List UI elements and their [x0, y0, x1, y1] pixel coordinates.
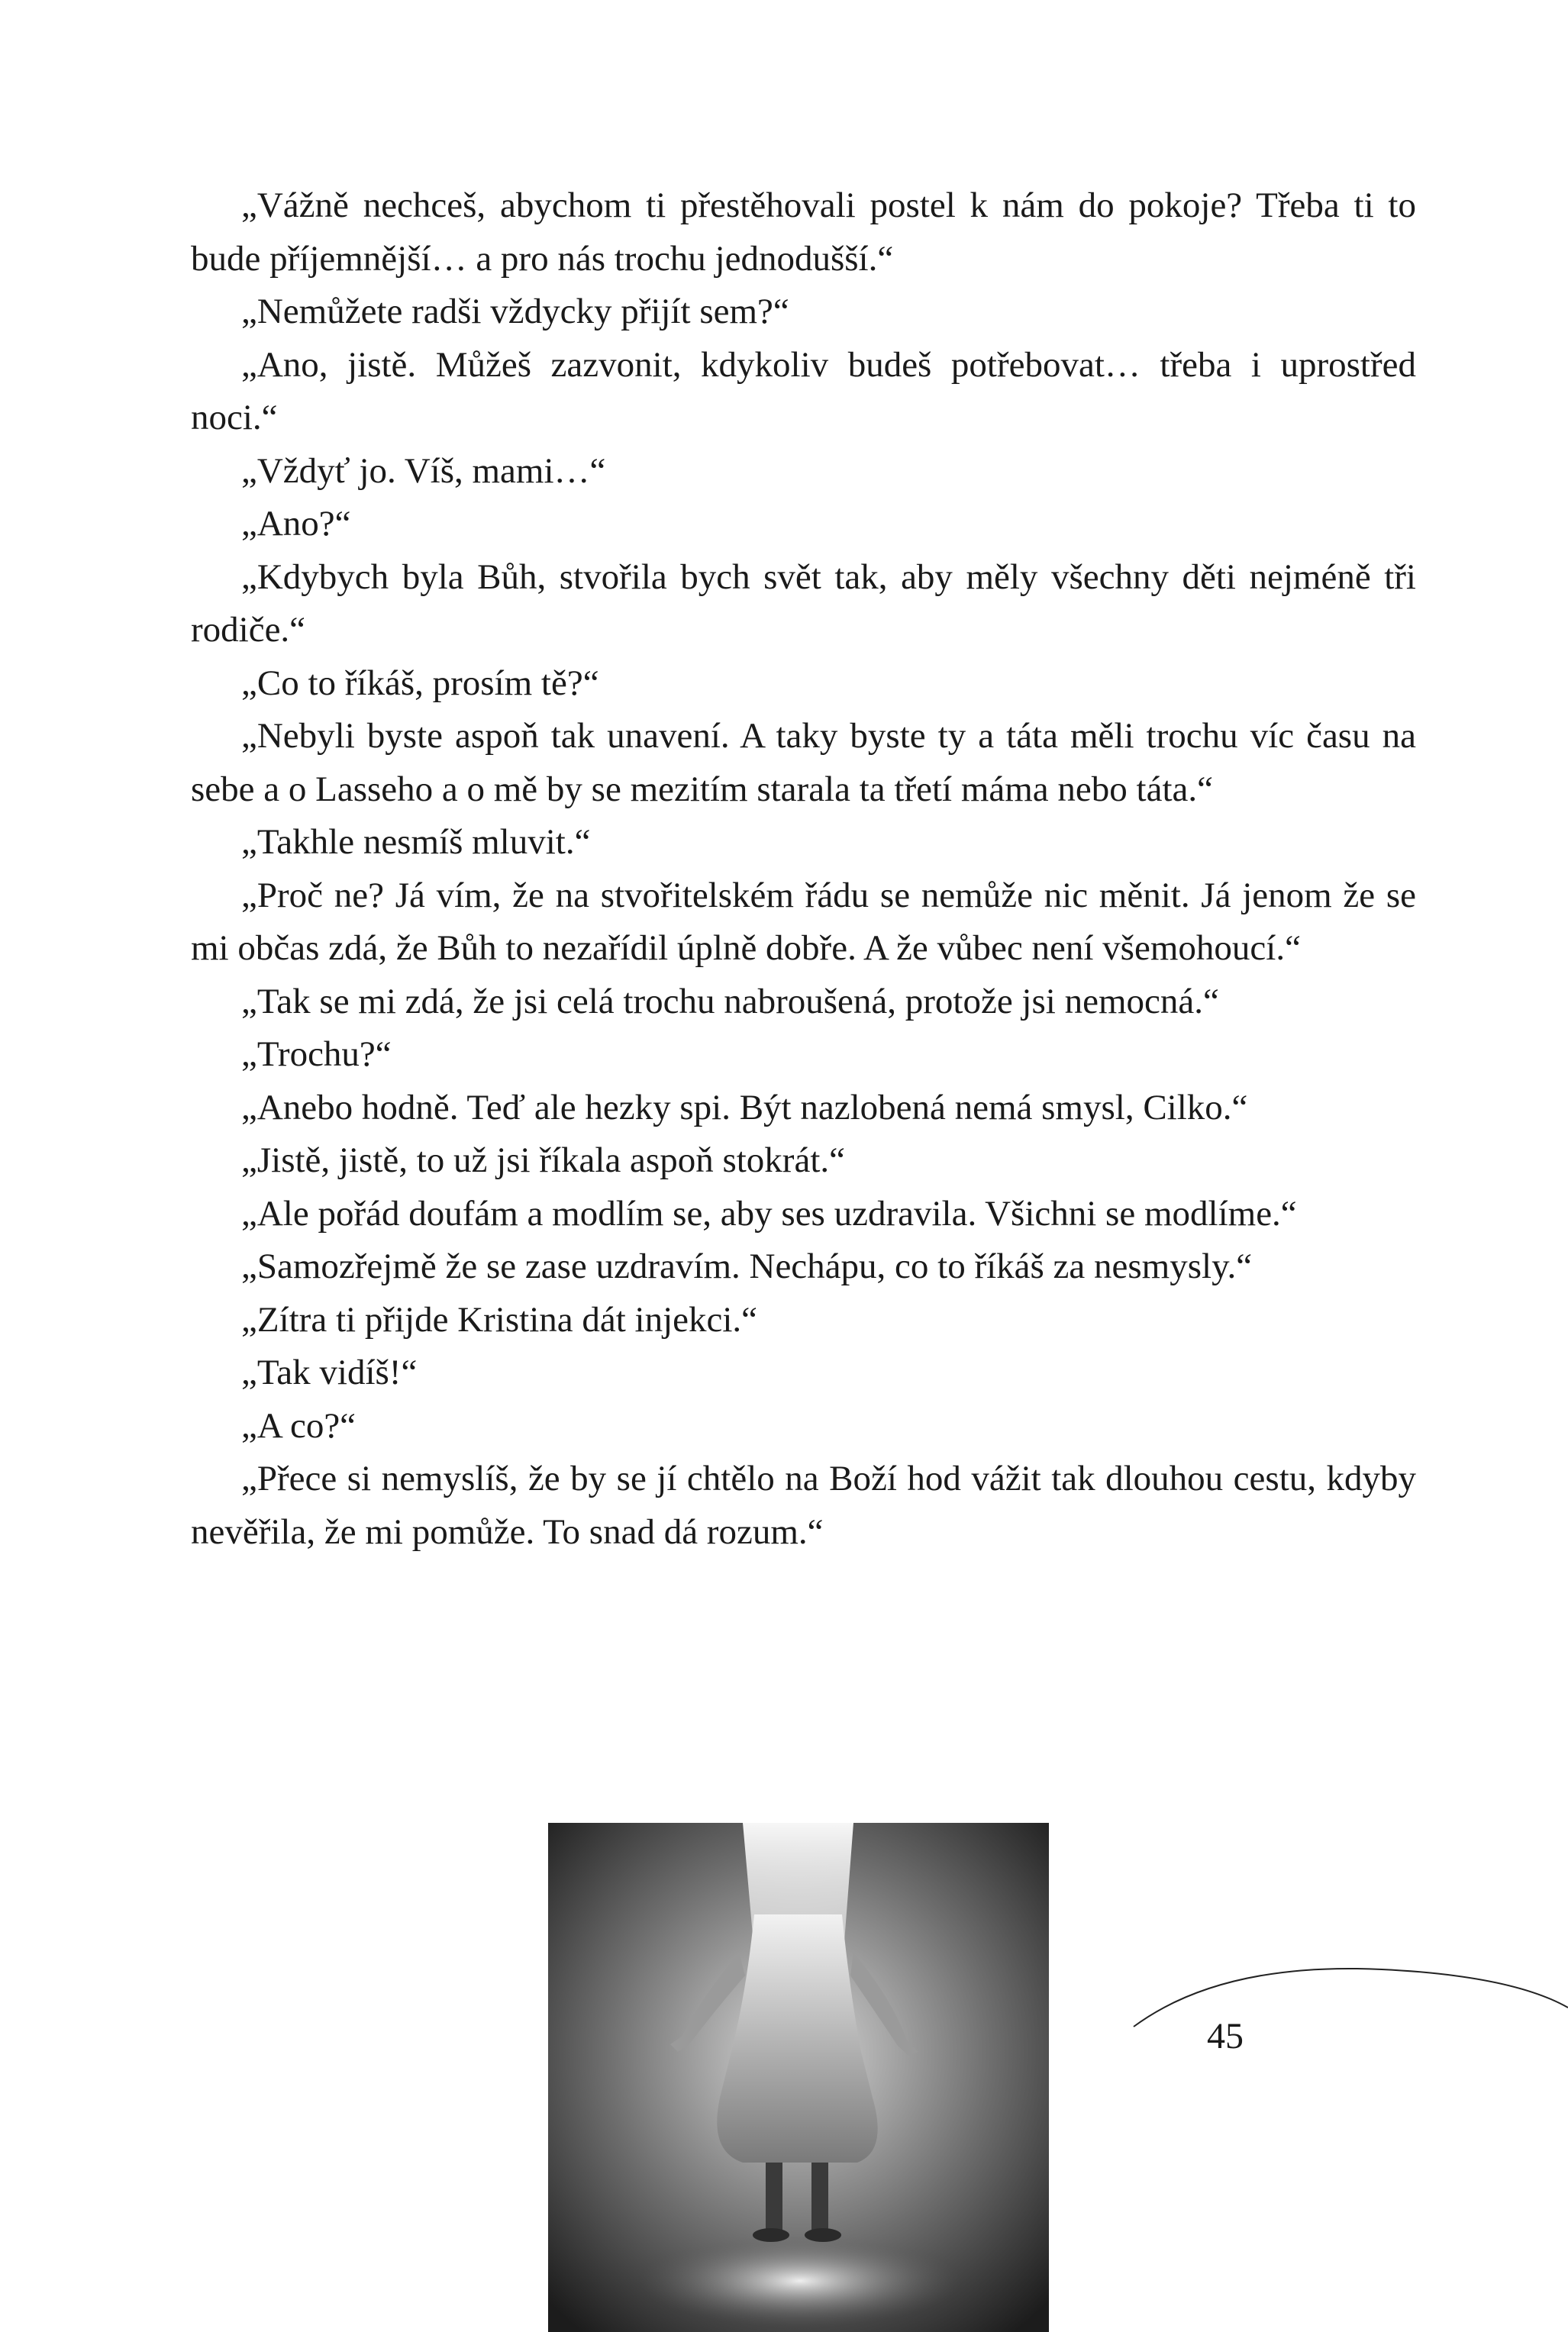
paragraph-4: „Vždyť jo. Víš, mami…“ — [241, 450, 606, 491]
illustration-drawing — [548, 1823, 1049, 2332]
page-number: 45 — [1207, 2016, 1244, 2056]
body-text — [191, 179, 1416, 1559]
paragraph-15: „Ale pořád doufám a modlím se, aby ses uzdravila. Všichni se modlíme.“ — [241, 1193, 1297, 1234]
paragraph-16: „Samozřejmě že se zase uzdravím. Nechápu, co to říkáš za nesmysly.“ — [241, 1247, 1253, 1286]
paragraph-17: „Zítra ti přijde Kristina dát injekci.“ — [241, 1299, 758, 1340]
paragraph-12: „Trochu?“ — [241, 1034, 392, 1074]
figure-in-light-illustration — [548, 1823, 1049, 2332]
paragraph-11: „Tak se mi zdá, že jsi celá trochu nabroušená, protože jsi nemocná.“ — [241, 981, 1219, 1021]
paragraph-3: „Ano, jistě. Můžeš zazvonit, kdykoliv budeš potřebovat… třeba i uprostřed noci.“ — [191, 344, 1416, 437]
paragraph-7: „Co to říkáš, prosím tě?“ — [241, 663, 599, 703]
paragraph-19: „A co?“ — [241, 1405, 357, 1446]
paragraph-5: „Ano?“ — [241, 504, 351, 543]
paragraph-10: „Proč ne? Já vím, že na stvořitelském řádu se nemůže nic měnit. Já jenom že se mi občas zdá, že Bůh to nezařídil úplně dobře. A že vůbec není všemohoucí.“ — [191, 875, 1416, 968]
paragraph-1: „Vážně nechceš, abychom ti přestěhovali postel k nám do pokoje? Třeba ti to bude příjemnější… a pro nás trochu jednodušší.“ — [191, 185, 1416, 279]
paragraph-2: „Nemůžete radši vždycky přijít sem?“ — [241, 292, 789, 331]
paragraph-9: „Takhle nesmíš mluvit.“ — [241, 822, 591, 862]
paragraph-14: „Jistě, jistě, to už jsi říkala aspoň stokrát.“ — [241, 1140, 845, 1180]
paragraph-8: „Nebyli byste aspoň tak unavení. A taky byste ty a táta měli trochu víc času na sebe a o Lasseho a o mě by se mezitím starala ta třetí máma nebo táta.“ — [191, 716, 1416, 809]
paragraph-6: „Kdybych byla Bůh, stvořila bych svět tak, aby měly všechny děti nejméně tři rodiče.“ — [191, 556, 1416, 650]
paragraph-20: „Přece si nemyslíš, že by se jí chtělo na Boží hod vážit tak dlouhou cestu, kdyby nevěřila, že mi pomůže. To snad dá rozum.“ — [191, 1459, 1416, 1552]
paragraph-13: „Anebo hodně. Teď ale hezky spi. Být nazlobená nemá smysl, Cilko.“ — [241, 1087, 1248, 1127]
paragraph-18: „Tak vidíš!“ — [241, 1353, 418, 1392]
